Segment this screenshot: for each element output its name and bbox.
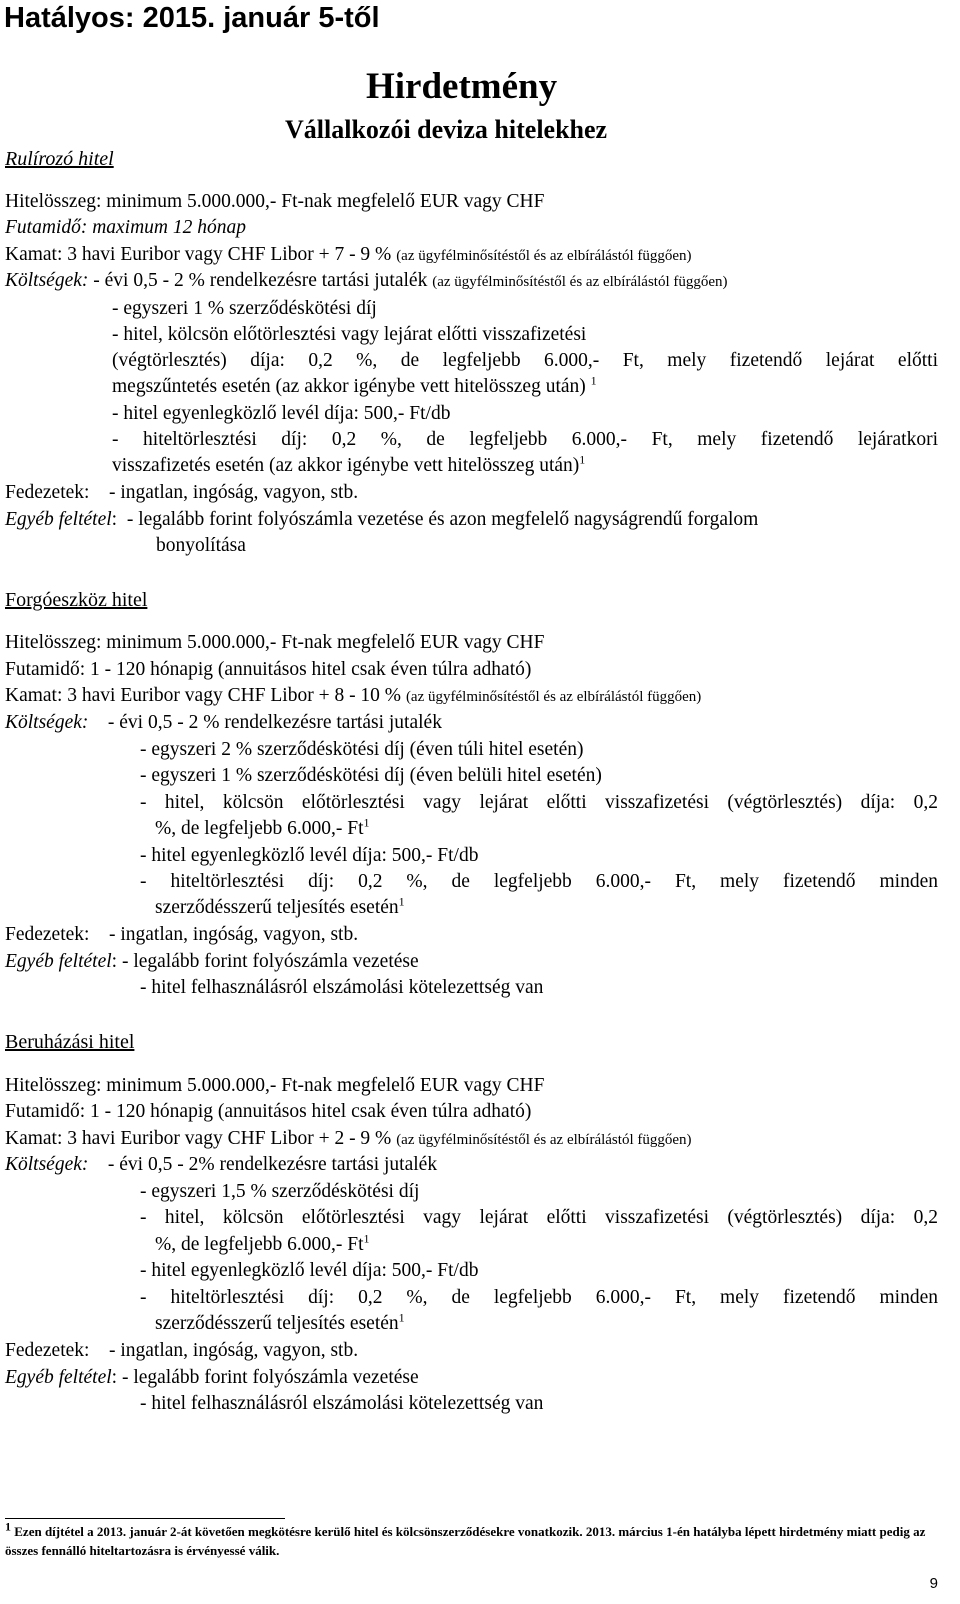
s2-cost-item: - egyszeri 2 % szerződéskötési díj (éven túli hitel esetén)	[140, 739, 584, 760]
s1-cost-item: - egyszeri 1 % szerződéskötési díj	[112, 298, 377, 319]
s2-other-condition: Egyéb feltétel: - legalább forint folyószámla vezetése	[5, 951, 419, 972]
s3-other-condition-cont: - hitel felhasználásról elszámolási kötelezettség van	[140, 1393, 544, 1414]
document-title: Hirdetmény	[366, 66, 558, 107]
section-title-working-capital: Forgóeszköz hitel	[5, 589, 148, 611]
s3-cost-item: %, de legfeljebb 6.000,- Ft$^1$	[155, 1231, 370, 1255]
s1-cost-item: (végtörlesztés) díja: 0,2 %, de legfeljebb 6.000,- Ft, mely fizetendő lejárat előtti	[112, 350, 938, 371]
s2-cost-item: - hiteltörlesztési díj: 0,2 %, de legfeljebb 6.000,- Ft, mely fizetendő minden	[140, 871, 938, 892]
document-subtitle: Vállalkozói deviza hitelekhez	[285, 115, 608, 144]
s3-collateral: Fedezetek: - ingatlan, ingóság, vagyon, stb.	[5, 1340, 359, 1361]
s2-loan-amount: Hitelösszeg: minimum 5.000.000,- Ft-nak megfelelő EUR vagy CHF	[5, 632, 545, 653]
s2-other-condition-cont: - hitel felhasználásról elszámolási kötelezettség van	[140, 977, 544, 998]
s1-costs: Költségek: - évi 0,5 - 2 % rendelkezésre tartási jutalék (az ügyfélminősítéstől és az elbírálástól függően)	[5, 270, 728, 291]
s2-costs: Költségek: - évi 0,5 - 2 % rendelkezésre tartási jutalék	[5, 712, 442, 733]
s2-cost-item: - hitel, kölcsön előtörlesztési vagy lejárat előtti visszafizetési (végtörlesztés) díja: 0,2	[140, 792, 938, 813]
s3-interest: Kamat: 3 havi Euribor vagy CHF Libor + 2 - 9 % (az ügyfélminősítéstől és az elbírálástól függően)	[5, 1128, 692, 1149]
section-title-revolving: Rulírozó hitel	[5, 148, 114, 170]
s3-cost-item: szerződésszerű teljesítés esetén$^1$	[155, 1310, 405, 1334]
s1-loan-amount: Hitelösszeg: minimum 5.000.000,- Ft-nak megfelelő EUR vagy CHF	[5, 191, 545, 212]
s1-interest: Kamat: 3 havi Euribor vagy CHF Libor + 7 - 9 % (az ügyfélminősítéstől és az elbírálástól függően)	[5, 244, 692, 265]
s1-cost-item: visszafizetés esetén (az akkor igénybe vett hitelösszeg után)$^1$	[112, 452, 586, 476]
s3-cost-item: - hiteltörlesztési díj: 0,2 %, de legfeljebb 6.000,- Ft, mely fizetendő minden	[140, 1287, 938, 1308]
s1-collateral: Fedezetek: - ingatlan, ingóság, vagyon, stb.	[5, 482, 359, 503]
s2-cost-item: - egyszeri 1 % szerződéskötési díj (éven belüli hitel esetén)	[140, 765, 602, 786]
s2-interest: Kamat: 3 havi Euribor vagy CHF Libor + 8 - 10 % (az ügyfélminősítéstől és az elbírálástól függően)	[5, 685, 702, 706]
s3-cost-item: - hitel, kölcsön előtörlesztési vagy lejárat előtti visszafizetési (végtörlesztés) díja: 0,2	[140, 1207, 938, 1228]
section-title-investment: Beruházási hitel	[5, 1031, 135, 1053]
s2-collateral: Fedezetek: - ingatlan, ingóság, vagyon, stb.	[5, 924, 359, 945]
s1-cost-item: megszűntetés esetén (az akkor igénybe vett hitelösszeg után) $^1$	[112, 373, 597, 397]
page-number: 9	[929, 1575, 938, 1592]
s1-term: Futamidő: maximum 12 hónap	[5, 217, 247, 238]
footnote-separator	[5, 1518, 285, 1519]
s1-cost-item: - hitel, kölcsön előtörlesztési vagy lejárat előtti visszafizetési	[112, 324, 587, 345]
s3-loan-amount: Hitelösszeg: minimum 5.000.000,- Ft-nak megfelelő EUR vagy CHF	[5, 1075, 545, 1096]
effective-date: Hatályos: 2015. január 5-től	[4, 2, 380, 34]
s1-other-condition: Egyéb feltétel: - legalább forint folyószámla vezetése és azon megfelelő nagyságrendű forgalom	[5, 509, 759, 530]
s2-term: Futamidő: 1 - 120 hónapig (annuitásos hitel csak éven túlra adható)	[5, 659, 532, 680]
s3-costs: Költségek: - évi 0,5 - 2% rendelkezésre tartási jutalék	[5, 1154, 438, 1175]
s2-cost-item: - hitel egyenlegközlő levél díja: 500,- Ft/db	[140, 845, 479, 866]
s3-cost-item: - hitel egyenlegközlő levél díja: 500,- Ft/db	[140, 1260, 479, 1281]
s3-cost-item: - egyszeri 1,5 % szerződéskötési díj	[140, 1181, 420, 1202]
s1-cost-item: - hiteltörlesztési díj: 0,2 %, de legfeljebb 6.000,- Ft, mely fizetendő lejáratkori	[112, 429, 938, 450]
s2-cost-item: %, de legfeljebb 6.000,- Ft$^1$	[155, 815, 370, 839]
s1-other-condition-cont: bonyolítása	[156, 535, 246, 556]
s3-term: Futamidő: 1 - 120 hónapig (annuitásos hitel csak éven túlra adható)	[5, 1101, 532, 1122]
s2-cost-item: szerződésszerű teljesítés esetén$^1$	[155, 894, 405, 918]
s3-other-condition: Egyéb feltétel: - legalább forint folyószámla vezetése	[5, 1367, 419, 1388]
s1-cost-item: - hitel egyenlegközlő levél díja: 500,- Ft/db	[112, 403, 451, 424]
footnote: 1 Ezen díjtétel a 2013. január 2-át követően megkötésre kerülő hitel és kölcsönszerződésekre vonatkozik. 2013. március 1-én hatályba lépett hirdetmény miatt pedig az összes fennálló hiteltartozásra is érvényessé válik.	[5, 1519, 926, 1558]
